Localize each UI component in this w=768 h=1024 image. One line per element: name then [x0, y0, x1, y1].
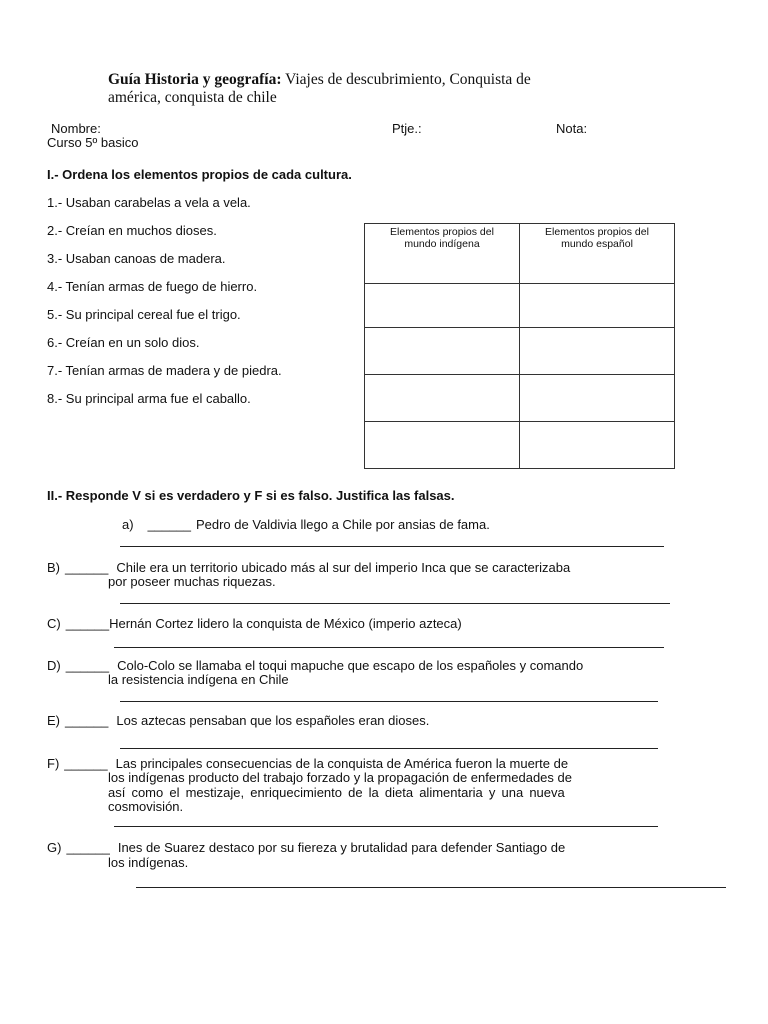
list-item: 1.- Usaban carabelas a vela a vela.: [47, 195, 251, 210]
justification-line[interactable]: [120, 546, 664, 547]
question-prefix: G): [47, 840, 62, 855]
page-title: [108, 71, 531, 107]
curso-label: Curso 5º basico: [47, 135, 139, 150]
section1-heading: I.- Ordena los elementos propios de cada cultura.: [47, 167, 352, 182]
list-item: 7.- Tenían armas de madera y de piedra.: [47, 363, 282, 378]
list-item: 6.- Creían en un solo dios.: [47, 335, 200, 350]
answer-blank[interactable]: ______: [65, 560, 109, 575]
list-item: 3.- Usaban canoas de madera.: [47, 251, 226, 266]
question-text: Pedro de Valdivia llego a Chile por ansias de fama.: [195, 517, 490, 532]
list-item: 8.- Su principal arma fue el caballo.: [47, 391, 251, 406]
question-e: [47, 713, 429, 728]
list-item: 5.- Su principal cereal fue el trigo.: [47, 307, 241, 322]
question-c: [47, 616, 462, 631]
question-text-cont: así como el mestizaje, enriquecimiento de la dieta alimentaria y una nueva: [108, 785, 565, 800]
answer-blank[interactable]: ______: [66, 840, 110, 855]
question-prefix: C): [47, 616, 61, 631]
question-text: Ines de Suarez destaco por su fiereza y brutalidad para defender Santiago de: [117, 840, 566, 855]
answer-cell[interactable]: [365, 328, 520, 375]
question-prefix: a): [122, 517, 134, 532]
answer-cell[interactable]: [520, 284, 675, 328]
list-item: 4.- Tenían armas de fuego de hierro.: [47, 279, 258, 294]
table-header-espanol: [520, 224, 675, 284]
question-d: [47, 658, 583, 673]
answer-blank[interactable]: ______: [65, 658, 110, 673]
question-text-cont: los indígenas.: [108, 855, 189, 870]
answer-cell[interactable]: [520, 328, 675, 375]
question-prefix: F): [47, 756, 60, 771]
question-b: [47, 560, 570, 575]
question-text: Colo-Colo se llamaba el toqui mapuche que escapo de los españoles y comando: [117, 658, 584, 673]
justification-line[interactable]: [120, 748, 658, 749]
question-a: [122, 517, 490, 532]
classification-table: [364, 223, 675, 469]
question-text-cont: cosmovisión.: [108, 799, 184, 814]
list-item: 2.- Creían en muchos dioses.: [47, 223, 217, 238]
ptje-label: Ptje.:: [392, 121, 422, 136]
table-header-indigena: [365, 224, 520, 284]
question-text: Los aztecas pensaban que los españoles eran dioses.: [116, 713, 430, 728]
answer-cell[interactable]: [365, 422, 520, 469]
justification-line[interactable]: [114, 647, 664, 648]
question-text: Hernán Cortez lidero la conquista de México (imperio azteca): [109, 616, 462, 631]
answer-blank[interactable]: ______: [147, 517, 191, 532]
question-g: [47, 840, 565, 855]
justification-line[interactable]: [114, 826, 658, 827]
table-header-label: Elementos propios del mundo español: [545, 226, 649, 250]
question-f: [47, 756, 568, 771]
answer-blank[interactable]: ______: [65, 713, 109, 728]
answer-blank[interactable]: ______: [65, 616, 110, 631]
title-line2: américa, conquista de chile: [108, 89, 277, 106]
nota-label: Nota:: [556, 121, 588, 136]
title-bold: Guía Historia y geografía:: [108, 71, 282, 88]
question-text: Las principales consecuencias de la conquista de América fueron la muerte de: [115, 756, 569, 771]
justification-line[interactable]: [136, 887, 726, 888]
answer-cell[interactable]: [520, 422, 675, 469]
answer-cell[interactable]: [365, 284, 520, 328]
nombre-label: Nombre:: [51, 121, 101, 136]
justification-line[interactable]: [120, 603, 670, 604]
section2-heading: II.- Responde V si es verdadero y F si es falso. Justifica las falsas.: [47, 488, 455, 503]
question-text-cont: los indígenas producto del trabajo forzado y la propagación de enfermedades de: [108, 770, 572, 785]
question-text-cont: por poseer muchas riquezas.: [108, 574, 276, 589]
question-text: Chile era un territorio ubicado más al sur del imperio Inca que se caracterizaba: [116, 560, 571, 575]
table-header-label: Elementos propios del mundo indígena: [390, 226, 494, 250]
question-prefix: B): [47, 560, 60, 575]
question-prefix: E): [47, 713, 60, 728]
title-rest: Viajes de descubrimiento, Conquista de: [281, 71, 531, 88]
answer-blank[interactable]: ______: [64, 756, 108, 771]
question-prefix: D): [47, 658, 61, 673]
answer-cell[interactable]: [365, 375, 520, 422]
justification-line[interactable]: [120, 701, 658, 702]
question-text-cont: la resistencia indígena en Chile: [108, 672, 289, 687]
answer-cell[interactable]: [520, 375, 675, 422]
